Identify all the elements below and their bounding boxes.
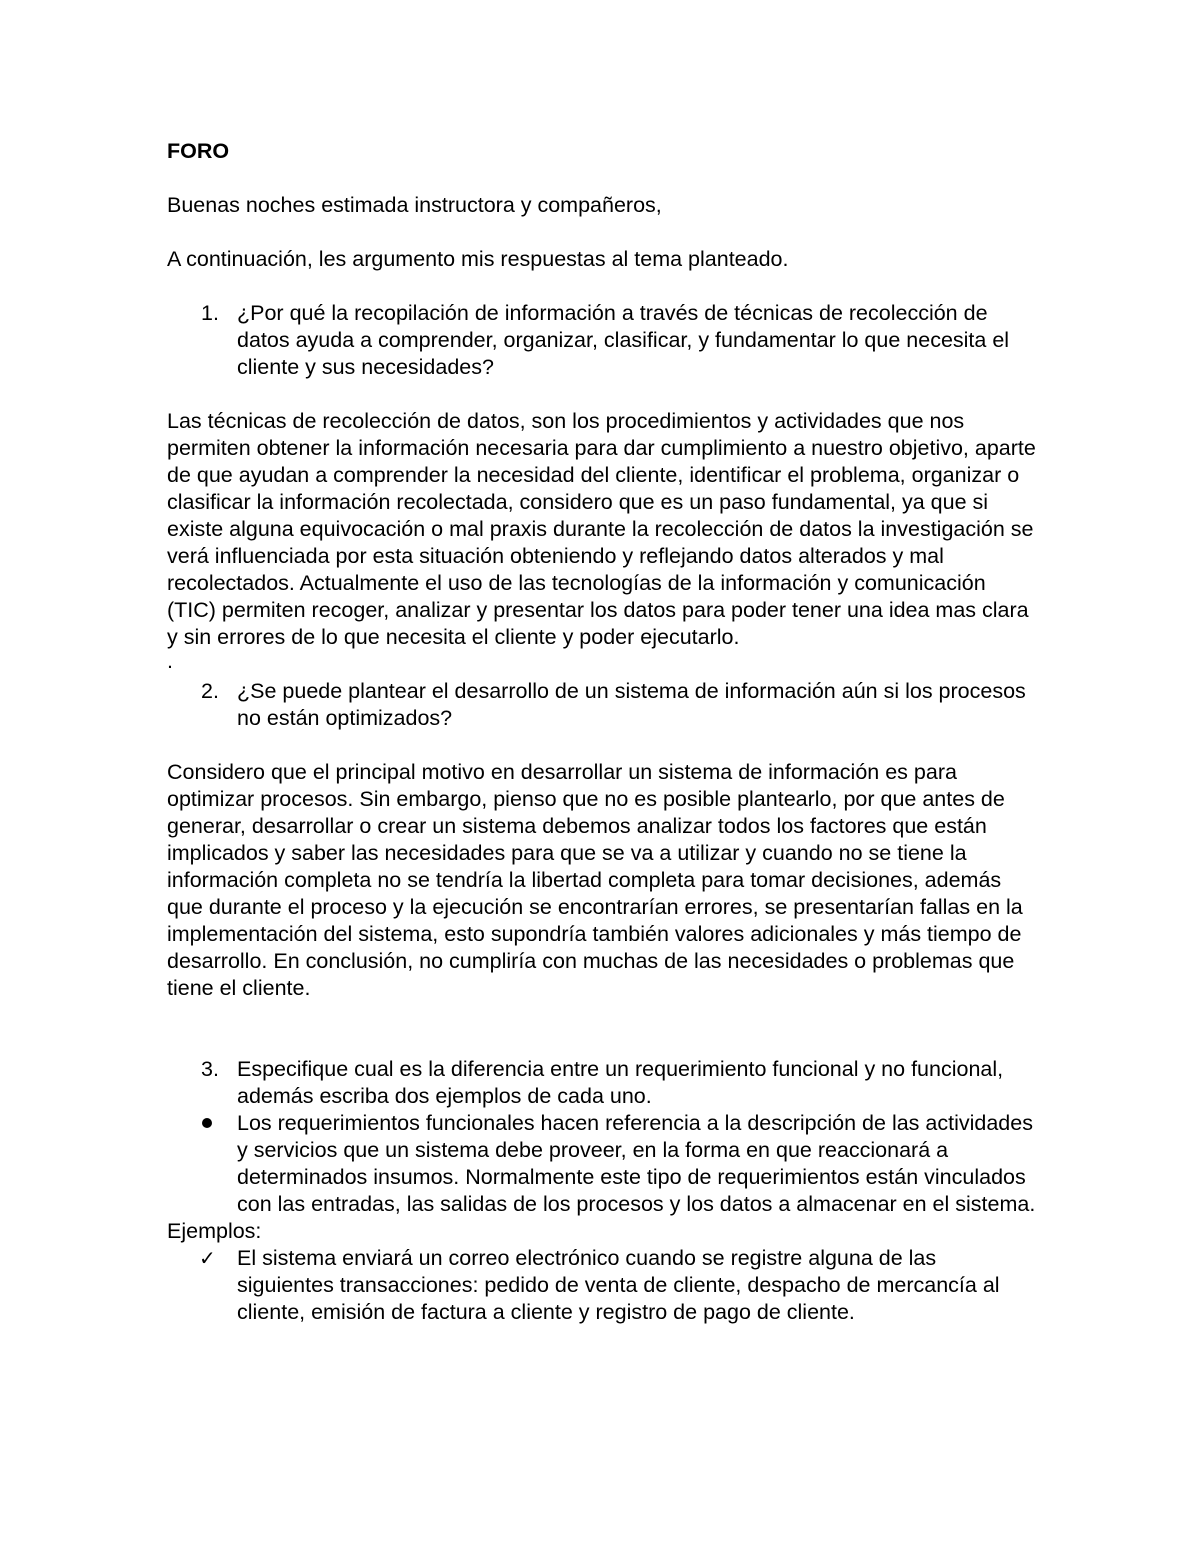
question-2-text: ¿Se puede plantear el desarrollo de un sistema de información aún si los procesos no están optimizados? (237, 679, 1026, 730)
examples-label: Ejemplos: (167, 1219, 262, 1243)
checkmark-icon: ✓ (199, 1246, 216, 1270)
question-3 (167, 1056, 1037, 1110)
list-number: 1. (201, 301, 219, 325)
list-number: 2. (201, 679, 219, 703)
intro-paragraph: A continuación, les argumento mis respuestas al tema planteado. (167, 247, 789, 271)
answer-2-paragraph: Considero que el principal motivo en desarrollar un sistema de información es para optimizar procesos. Sin embargo, pienso que no es posible plantearlo, por que antes de generar, desarrollar o crear un sistema debemos analizar todos los factores que están implicados y saber las necesidades para que se va a utilizar y cuando no se tiene la información completa no se tendría la libertad completa para tomar decisiones, además que durante el proceso y la ejecución se encontrarían errores, se presentarían fallas en la implementación del sistema, esto supondría también valores adicionales y más tiempo de desarrollo. En conclusión, no cumpliría con muchas de las necesidades o problemas que tiene el cliente. (167, 760, 1023, 1000)
question-2 (167, 678, 1037, 732)
bullet-text: Los requerimientos funcionales hacen referencia a la descripción de las actividades y servicios que un sistema debe proveer, en la forma en que reaccionará a determinados insumos. Normalmente este tipo de requerimientos están vinculados con las entradas, las salidas de los procesos y los datos a almacenar en el sistema. (237, 1111, 1036, 1216)
bullet-item (167, 1110, 1037, 1218)
blank-line (167, 1029, 1037, 1056)
greeting-paragraph: Buenas noches estimada instructora y compañeros, (167, 193, 662, 217)
example-item (167, 1245, 1037, 1326)
example-1-text: El sistema enviará un correo electrónico cuando se registre alguna de las siguientes transacciones: pedido de venta de cliente, despacho de mercancía al cliente, emisión de factura a cliente y registro de pago de cliente. (237, 1246, 1000, 1324)
stray-dot: . (167, 649, 173, 673)
bullet-icon (202, 1118, 212, 1128)
answer-1-paragraph: Las técnicas de recolección de datos, son los procedimientos y actividades que nos permiten obtener la información necesaria para dar cumplimiento a nuestro objetivo, aparte de que ayudan a comprender la necesidad del cliente, identificar el problema, organizar o clasificar la información recolectada, considero que es un paso fundamental, ya que si existe alguna equivocación o mal praxis durante la recolección de datos la investigación se verá influenciada por esta situación obteniendo y reflejando datos alterados y mal recolectados. Actualmente el uso de las tecnologías de la información y comunicación (TIC) permiten recoger, analizar y presentar los datos para poder tener una idea mas clara y sin errores de lo que necesita el cliente y poder ejecutarlo. (167, 409, 1036, 649)
question-1 (167, 300, 1037, 381)
document-page (167, 138, 1037, 1326)
question-1-text: ¿Por qué la recopilación de información a través de técnicas de recolección de datos ayuda a comprender, organizar, clasificar, y fundamentar lo que necesita el cliente y sus necesidades? (237, 301, 1010, 379)
question-3-text: Especifique cual es la diferencia entre un requerimiento funcional y no funcional, además escriba dos ejemplos de cada uno. (237, 1057, 1004, 1108)
list-number: 3. (201, 1057, 219, 1081)
document-title: FORO (167, 139, 230, 163)
